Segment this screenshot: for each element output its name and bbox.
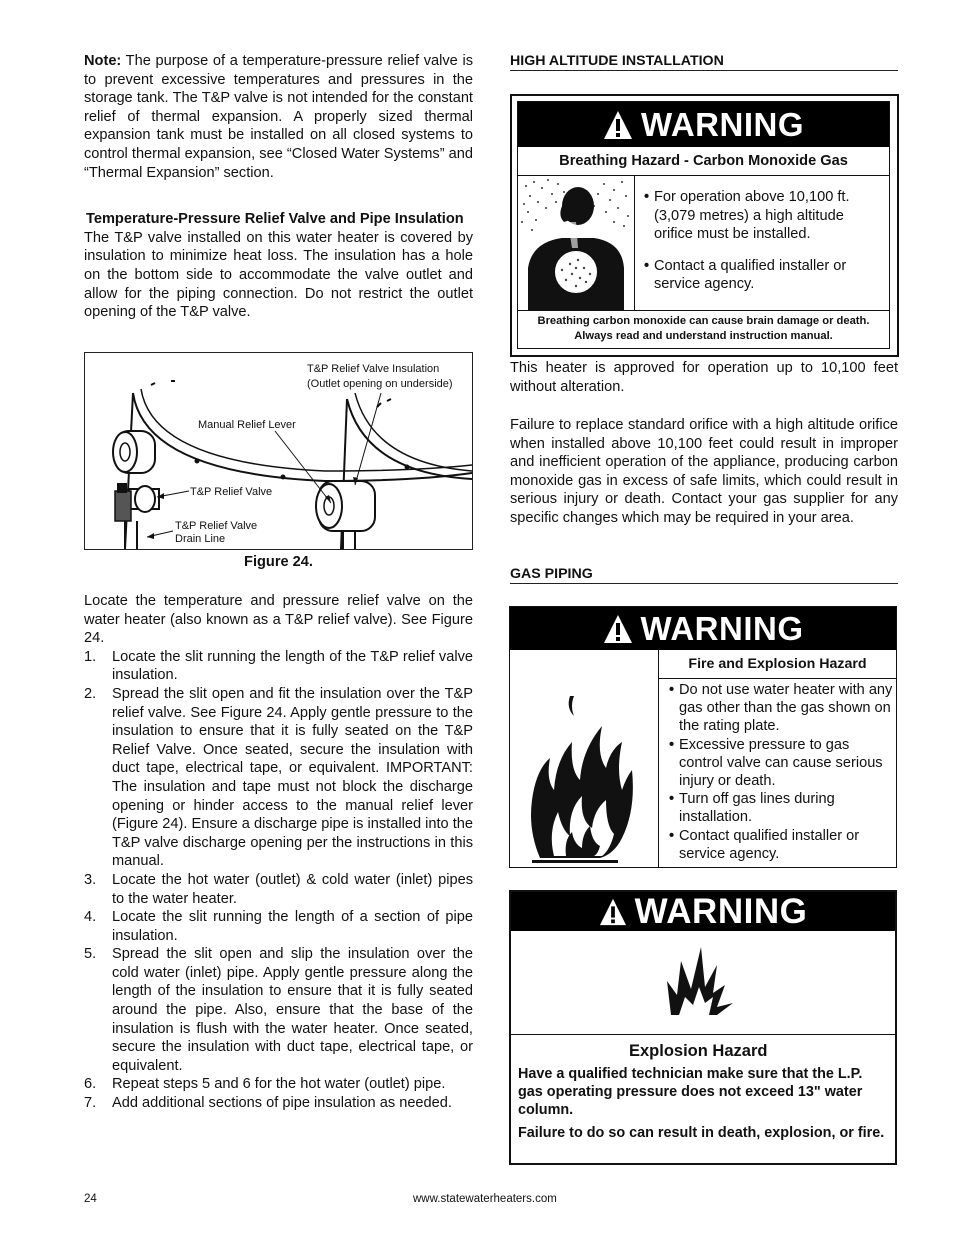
warning-title: WARNING: [641, 105, 804, 143]
explosion-icon: [511, 931, 895, 1035]
label-drain-2: Drain Line: [175, 533, 226, 545]
label-tp-valve: T&P Relief Valve: [190, 486, 273, 498]
note-paragraph: [84, 52, 473, 182]
warning-fire-box: [509, 606, 897, 868]
figure-24: [84, 352, 473, 550]
warning-co-box: [510, 94, 899, 357]
steps-list: [84, 648, 473, 1113]
list-item: 6. Repeat steps 5 and 6 for the hot water (outlet) pipe.: [84, 1076, 446, 1093]
figure-caption: Figure 24.: [244, 554, 313, 570]
list-item: • Contact a qualified installer or service agency.: [644, 257, 882, 294]
hazard-title: Explosion Hazard: [629, 1042, 768, 1060]
warning-footer: [518, 310, 889, 348]
list-item: 5. Spread the slit open and slip the insulation over the cold water (inlet) pipe. Apply gentle pressure along the length of the insulation to ensure that it is fully seated around the pipe. Also, ensure that the base of the insulation is flush with the water heater. Once seated, secure the insulation with duct tape, electrical tape, or equivalent.: [84, 946, 473, 1074]
list-item: 3. Locate the hot water (outlet) & cold water (inlet) pipes to the water heater.: [84, 871, 473, 907]
warning-triangle-icon: [603, 110, 633, 140]
warning-triangle-icon: [599, 898, 627, 926]
list-item: • Excessive pressure to gas control valve can cause serious injury or death.: [669, 736, 893, 791]
list-item: • For operation above 10,100 ft. (3,079 metres) a high altitude orifice must be installed.: [644, 188, 882, 244]
warning-bullets: [644, 188, 882, 294]
flame-icon: [510, 650, 659, 867]
altitude-paragraph-2: Failure to replace standard orifice with a high altitude orifice when installed above 10,100 feet could result in improper and inefficient operation of the appliance, producing carbon monoxide gas in excess of safe limits, which could result in serious injury or death. Contact your gas supplier for any specific changes which may be required in your area.: [510, 417, 898, 526]
list-item: • Do not use water heater with any gas other than the gas shown on the rating plate.: [669, 681, 893, 736]
page-number: 24: [84, 1193, 97, 1205]
explosion-warning-text: [518, 1065, 888, 1142]
list-item: 7. Add additional sections of pipe insulation as needed.: [84, 1095, 452, 1112]
warning-footer-line: Breathing carbon monoxide can cause brain damage or death.: [537, 315, 870, 327]
note-text: The purpose of a temperature-pressure relief valve is to prevent excessive temperatures and pressures in the storage tank. The T&P valve is not intended for the constant relief of thermal expansion. A properly sized thermal expansion tank must be installed on all closed systems to control thermal expansion, see “Closed Water Systems” and “Thermal Expansion” section.: [84, 53, 473, 181]
label-insulation-2: (Outlet opening on underside): [307, 378, 453, 390]
explosion-text-1: Have a qualified technician make sure that the L.P. gas operating pressure does not exceed 13" water column.: [518, 1066, 863, 1119]
list-item: 1. Locate the slit running the length of the T&P relief valve insulation.: [84, 648, 473, 684]
list-item: • Turn off gas lines during installation.: [669, 790, 893, 826]
footer-url: www.statewaterheaters.com: [413, 1193, 557, 1205]
left-column: [84, 52, 473, 322]
note-label: Note:: [84, 53, 122, 69]
warning-triangle-icon: [603, 614, 633, 644]
list-item: • Contact qualified installer or service agency.: [669, 827, 893, 863]
label-manual-lever: Manual Relief Lever: [198, 419, 296, 431]
warning-bullets: [669, 681, 893, 863]
warning-header: [511, 892, 895, 931]
label-drain-1: T&P Relief Valve: [175, 520, 258, 532]
high-altitude-heading: HIGH ALTITUDE INSTALLATION: [510, 53, 898, 71]
steps-section: [84, 592, 473, 1113]
insulation-subheading: Temperature-Pressure Relief Valve and Pipe Insulation: [86, 211, 464, 228]
hazard-title: Fire and Explosion Hazard: [659, 650, 896, 679]
warning-footer-line: Always read and understand instruction manual.: [574, 330, 833, 342]
explosion-text-2: Failure to do so can result in death, explosion, or fire.: [518, 1124, 885, 1141]
list-item: 2. Spread the slit open and fit the insulation over the T&P relief valve. See Figure 24. Apply gentle pressure to the insulation to ensure that it is fully seated on the T&P Relief Valve. Once seated, secure the insulation with duct tape, electrical tape, or equivalent. IMPORTANT: The insulation and tape must not block the discharge opening or hinder access to the manual relief lever (Figure 24). Ensure a discharge pipe is installed into the T&P valve discharge opening per the instructions in this manual.: [84, 685, 473, 870]
warning-explosion-box: [509, 890, 897, 1165]
warning-header: [510, 607, 896, 650]
gas-piping-heading: GAS PIPING: [510, 566, 898, 584]
carbon-monoxide-person-icon: [518, 176, 635, 310]
warning-header: [518, 102, 889, 147]
insulation-paragraph: The T&P valve installed on this water heater is covered by insulation to minimize heat loss. The insulation has a hole on the bottom side to accommodate the valve outlet and allow for the piping connection. Do not restrict the outlet opening of the T&P valve.: [84, 229, 473, 321]
warning-title: WARNING: [640, 609, 804, 647]
label-insulation-1: T&P Relief Valve Insulation: [307, 363, 440, 375]
warning-title: WARNING: [634, 891, 808, 931]
altitude-paragraph-1: This heater is approved for operation up to 10,100 feet without alteration.: [510, 360, 898, 395]
hazard-title: Breathing Hazard - Carbon Monoxide Gas: [518, 147, 889, 176]
steps-intro: Locate the temperature and pressure relief valve on the water heater (also known as a T&P relief valve). See Figure 24.: [84, 593, 473, 647]
list-item: 4. Locate the slit running the length of a section of pipe insulation.: [84, 909, 473, 944]
